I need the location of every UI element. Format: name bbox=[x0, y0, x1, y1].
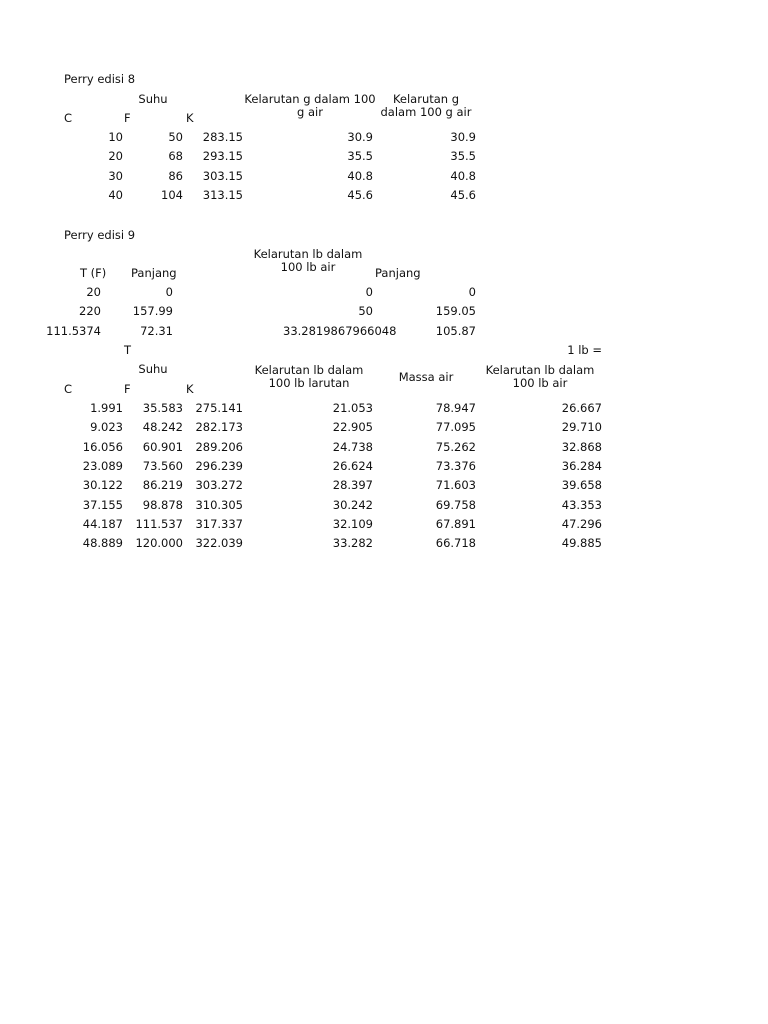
section3-cell: 73.376 bbox=[435, 458, 476, 473]
section3-cell: 296.239 bbox=[195, 458, 243, 473]
section2-cell: 20 bbox=[86, 285, 101, 299]
section1-cell: 30.9 bbox=[347, 130, 373, 144]
section2-cell: 220 bbox=[79, 304, 101, 319]
section3-cell: 44.187 bbox=[82, 516, 123, 531]
section3-cell: 48.242 bbox=[142, 420, 183, 435]
section1-cell: 10 bbox=[108, 130, 123, 144]
section1-cell: 313.15 bbox=[202, 187, 243, 202]
section1-cell: 293.15 bbox=[202, 149, 243, 164]
section3-cell: 67.891 bbox=[435, 516, 476, 531]
section3-cell: 21.053 bbox=[332, 401, 373, 415]
section2-cell: 72.31 bbox=[140, 323, 173, 338]
section3-cell: 37.155 bbox=[82, 497, 123, 512]
section2-t-label: T bbox=[124, 343, 132, 357]
section3-massa-air-header: Massa air bbox=[398, 370, 454, 384]
section3-k-header: K bbox=[186, 382, 194, 396]
section3-cell: 49.885 bbox=[561, 536, 602, 551]
section3-suhu-header: Suhu bbox=[138, 362, 168, 376]
section3-cell: 303.272 bbox=[195, 478, 243, 493]
section1-c-header: C bbox=[64, 111, 73, 125]
section1-cell: 283.15 bbox=[202, 130, 243, 144]
section3-cell: 275.141 bbox=[195, 401, 243, 415]
section3-cell: 111.537 bbox=[135, 516, 183, 531]
section1-kelarutan1-header: Kelarutan g dalam 100 g air bbox=[244, 92, 376, 119]
section1-cell: 30 bbox=[108, 168, 123, 183]
section3-cell: 78.947 bbox=[435, 401, 476, 415]
section2-cell: 0 bbox=[468, 285, 476, 299]
section1-cell: 68 bbox=[168, 149, 183, 164]
section1-cell: 40.8 bbox=[450, 168, 476, 183]
section3-cell: 98.878 bbox=[142, 497, 183, 512]
section3-cell: 23.089 bbox=[82, 458, 123, 473]
section3-cell: 30.242 bbox=[332, 497, 373, 512]
section1-cell: 50 bbox=[168, 130, 183, 144]
section3-cell: 60.901 bbox=[142, 439, 183, 454]
section3-cell: 73.560 bbox=[142, 458, 183, 473]
section3-cell: 30.122 bbox=[82, 478, 123, 493]
section2-cell: 105.87 bbox=[435, 323, 476, 338]
section2-cell: 111.5374 bbox=[46, 323, 101, 338]
section2-lb-label: 1 lb = bbox=[567, 343, 602, 357]
section3-cell: 322.039 bbox=[195, 536, 243, 551]
section3-cell: 120.000 bbox=[135, 536, 183, 551]
section3-cell: 16.056 bbox=[82, 439, 123, 454]
section1-cell: 45.6 bbox=[450, 187, 476, 202]
section3-cell: 48.889 bbox=[82, 536, 123, 551]
section1-cell: 86 bbox=[168, 168, 183, 183]
section1-suhu-header: Suhu bbox=[138, 92, 168, 106]
section3-cell: 86.219 bbox=[142, 478, 183, 493]
section2-tf-header: T (F) bbox=[80, 266, 107, 280]
section1-k-header: K bbox=[186, 111, 194, 125]
section1-cell: 30.9 bbox=[450, 130, 476, 144]
section3-cell: 282.173 bbox=[195, 420, 243, 435]
section3-cell: 29.710 bbox=[561, 420, 602, 435]
section1-cell: 104 bbox=[161, 187, 183, 202]
section1-cell: 40 bbox=[108, 187, 123, 202]
section2-title: Perry edisi 9 bbox=[64, 228, 136, 242]
section3-cell: 39.658 bbox=[561, 478, 602, 493]
section3-cell: 1.991 bbox=[90, 401, 123, 415]
section1-cell: 35.5 bbox=[347, 149, 373, 164]
section3-cell: 22.905 bbox=[332, 420, 373, 435]
section3-cell: 77.095 bbox=[435, 420, 476, 435]
section3-cell: 35.583 bbox=[142, 401, 183, 415]
section3-cell: 310.305 bbox=[195, 497, 243, 512]
section3-cell: 26.624 bbox=[332, 458, 373, 473]
section3-cell: 43.353 bbox=[561, 497, 602, 512]
section3-cell: 289.206 bbox=[195, 439, 243, 454]
section2-kelarutan-header: Kelarutan lb dalam 100 lb air bbox=[253, 247, 363, 274]
section2-cell: 0 bbox=[365, 285, 373, 299]
section1-title: Perry edisi 8 bbox=[64, 72, 136, 86]
section1-cell: 20 bbox=[108, 149, 123, 164]
section2-cell: 50 bbox=[358, 304, 373, 319]
section1-cell: 45.6 bbox=[347, 187, 373, 202]
section3-cell: 9.023 bbox=[90, 420, 123, 435]
section2-cell: 157.99 bbox=[132, 304, 173, 319]
section1-cell: 303.15 bbox=[202, 168, 243, 183]
section2-panjang2-header: Panjang bbox=[375, 266, 421, 280]
section3-kelarutan-larutan-header: Kelarutan lb dalam 100 lb larutan bbox=[254, 363, 364, 390]
section3-cell: 32.868 bbox=[561, 439, 602, 454]
section2-panjang1-header: Panjang bbox=[131, 266, 177, 280]
section2-cell: 33.2819867966048 bbox=[283, 323, 397, 338]
section3-kelarutan-air-header: Kelarutan lb dalam 100 lb air bbox=[485, 363, 595, 390]
section3-cell: 26.667 bbox=[561, 401, 602, 415]
section1-cell: 35.5 bbox=[450, 149, 476, 164]
section3-cell: 317.337 bbox=[195, 516, 243, 531]
section1-kelarutan2-header: Kelarutan g dalam 100 g air bbox=[380, 92, 472, 119]
section3-cell: 47.296 bbox=[561, 516, 602, 531]
section3-cell: 33.282 bbox=[332, 536, 373, 551]
section3-c-header: C bbox=[64, 382, 73, 396]
section2-cell: 0 bbox=[165, 285, 173, 299]
section3-cell: 75.262 bbox=[435, 439, 476, 454]
section1-f-header: F bbox=[124, 111, 131, 125]
section2-cell: 159.05 bbox=[435, 304, 476, 319]
section3-cell: 66.718 bbox=[435, 536, 476, 551]
section3-f-header: F bbox=[124, 382, 131, 396]
section3-cell: 71.603 bbox=[435, 478, 476, 493]
section3-cell: 24.738 bbox=[332, 439, 373, 454]
section3-cell: 28.397 bbox=[332, 478, 373, 493]
section1-cell: 40.8 bbox=[347, 168, 373, 183]
section3-cell: 36.284 bbox=[561, 458, 602, 473]
section3-cell: 69.758 bbox=[435, 497, 476, 512]
section3-cell: 32.109 bbox=[332, 516, 373, 531]
